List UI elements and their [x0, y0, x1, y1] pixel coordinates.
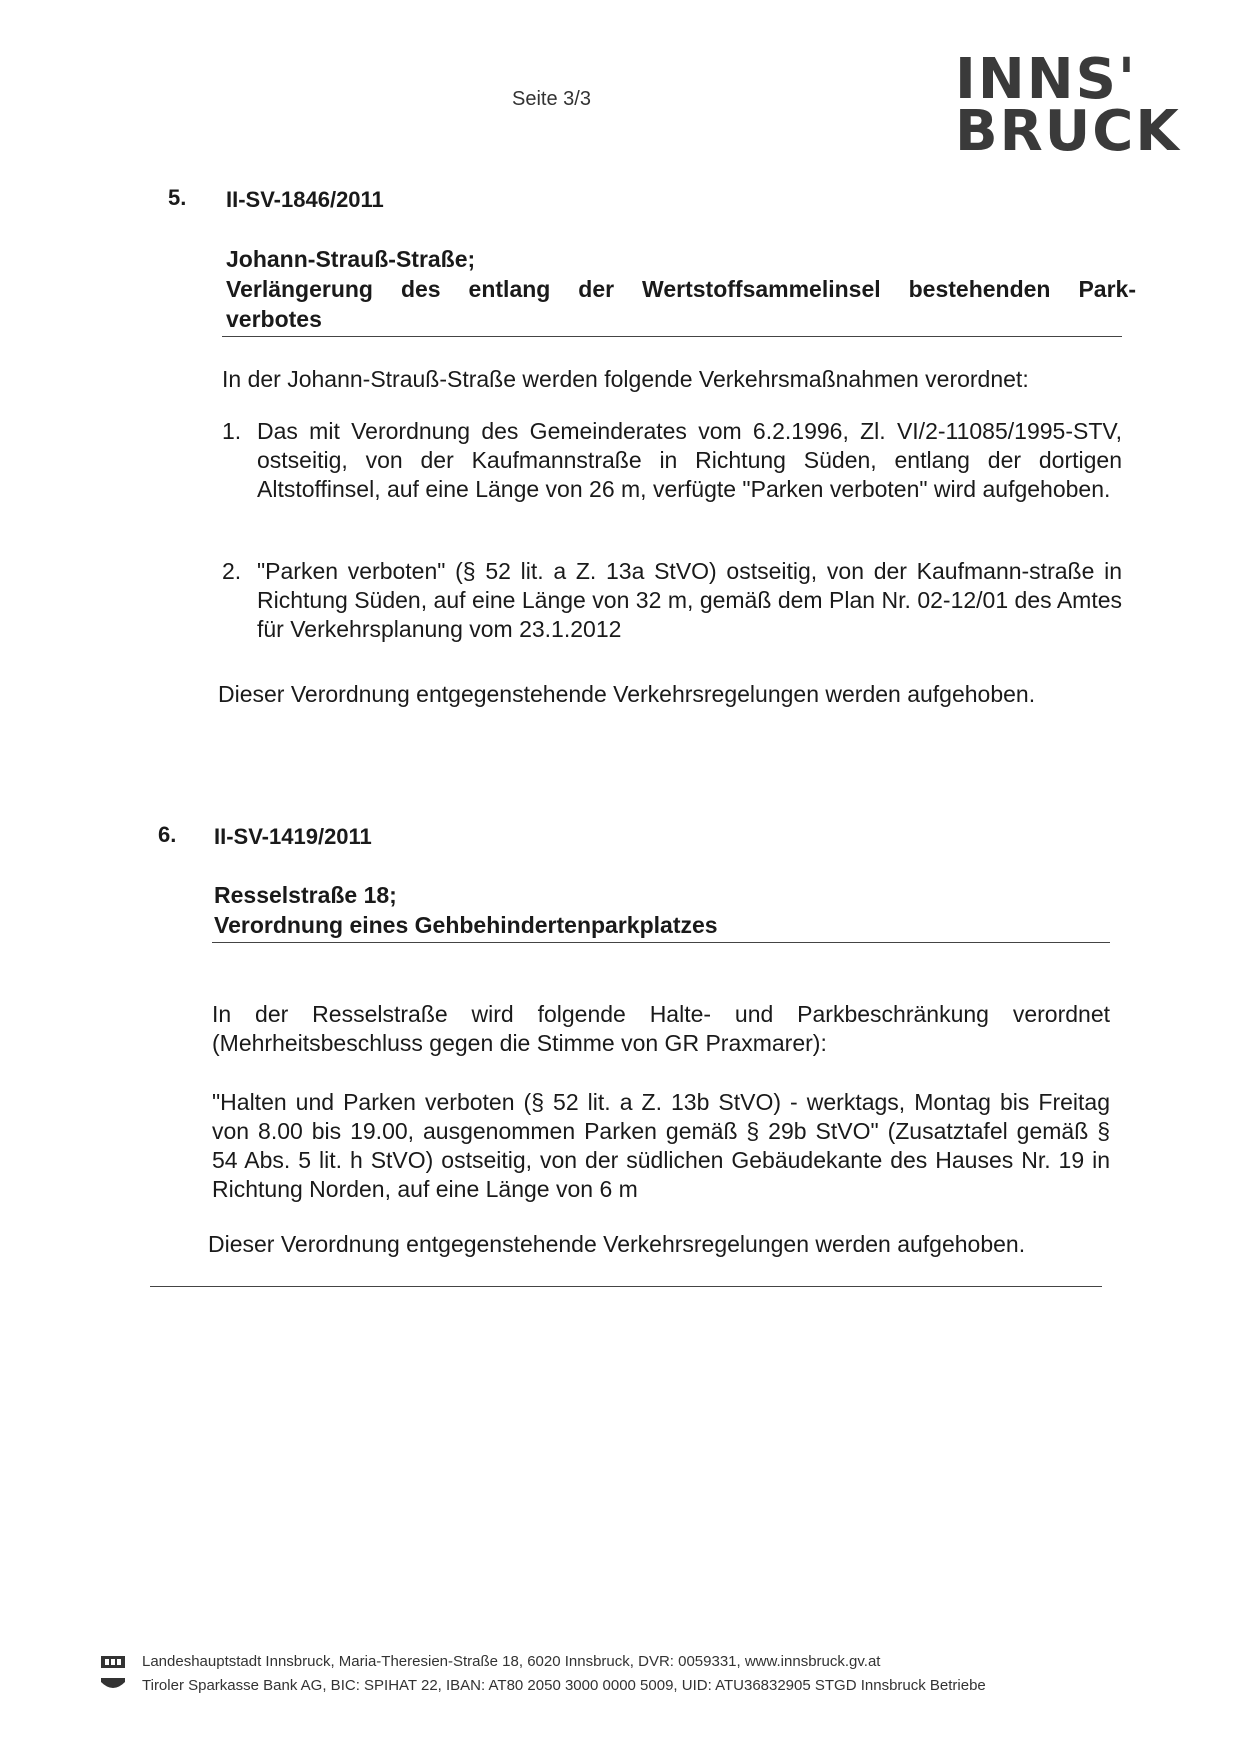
intro-text: In der Johann-Strauß-Straße werden folgende Verkehrsmaßnahmen verordnet: [222, 366, 1029, 392]
subject-underline [212, 942, 1110, 943]
footer-line: Tiroler Sparkasse Bank AG, BIC: SPIHAT 22, IBAN: AT80 2050 3000 0000 5009, UID: ATU36832905 STGD Innsbruck Betriebe [142, 1677, 986, 1694]
subject-underline [222, 336, 1122, 337]
footer-line: Landeshauptstadt Innsbruck, Maria-Theresien-Straße 18, 6020 Innsbruck, DVR: 0059331, www.innsbruck.gv.at [142, 1653, 881, 1670]
section-subject [226, 244, 1136, 334]
body-text: "Halten und Parken verboten (§ 52 lit. a Z. 13b StVO) - werktags, Montag bis Freitag von 8.00 bis 19.00, ausgenommen Parken gemäß § 29b StVO" (Zusatztafel gemäß § 54 Abs. 5 lit. h StVO) ostseitig, von der südlichen Gebäudekante des Hauses Nr. 19 in Richtung Norden, auf eine Länge von 6 m [212, 1089, 1110, 1202]
subject-line: Verlängerung des entlang der Wertstoffsammelinsel bestehenden Park- [226, 276, 1136, 302]
footer-text [142, 1650, 986, 1698]
section-subject [214, 880, 1124, 940]
closing-text: Dieser Verordnung entgegenstehende Verkehrsregelungen werden aufgehoben. [208, 1231, 1026, 1257]
intro-text: In der Resselstraße wird folgende Halte- und Parkbeschränkung verordnet (Mehrheitsbeschluss gegen die Stimme von GR Praxmarer): [212, 1001, 1110, 1056]
innsbruck-logo [955, 47, 1185, 164]
closing-text: Dieser Verordnung entgegenstehende Verkehrsregelungen werden aufgehoben. [218, 681, 1036, 707]
logo-line-1: INNS' [955, 47, 1138, 112]
section-code: II-SV-1419/2011 [214, 824, 372, 849]
list-item [222, 417, 1122, 537]
list-text: Das mit Verordnung des Gemeinderates vom 6.2.1996, Zl. VI/2-11085/1995-STV, ostseitig, von der Kaufmannstraße in Richtung Süden, entlang der dortigen Altstoffinsel, auf eine Länge von 26 m, verfügte "Parken verboten" wird aufgehoben. [257, 418, 1122, 502]
section-number: 6. [158, 822, 177, 847]
list-number: 2. [222, 558, 242, 584]
subject-line: verbotes [226, 306, 322, 332]
logo-line-2: BRUCK [955, 99, 1181, 164]
section-end-rule [150, 1286, 1102, 1287]
subject-line: Johann-Strauß-Straße; [226, 246, 476, 272]
list-item [222, 557, 1122, 657]
list-text: "Parken verboten" (§ 52 lit. a Z. 13a StVO) ostseitig, von der Kaufmann-straße in Richtung Süden, auf eine Länge von 32 m, gemäß dem Plan Nr. 02-12/01 des Amtes für Verkehrsplanung vom 23.1.2012 [257, 558, 1122, 642]
list-number: 1. [222, 418, 242, 444]
page-number: Seite 3/3 [512, 88, 591, 110]
subject-line: Resselstraße 18; [214, 882, 397, 908]
innsbruck-coat-of-arms-icon [100, 1654, 126, 1694]
subject-line: Verordnung eines Gehbehindertenparkplatzes [214, 912, 718, 938]
section-code: II-SV-1846/2011 [226, 187, 384, 212]
section-number: 5. [168, 185, 187, 210]
